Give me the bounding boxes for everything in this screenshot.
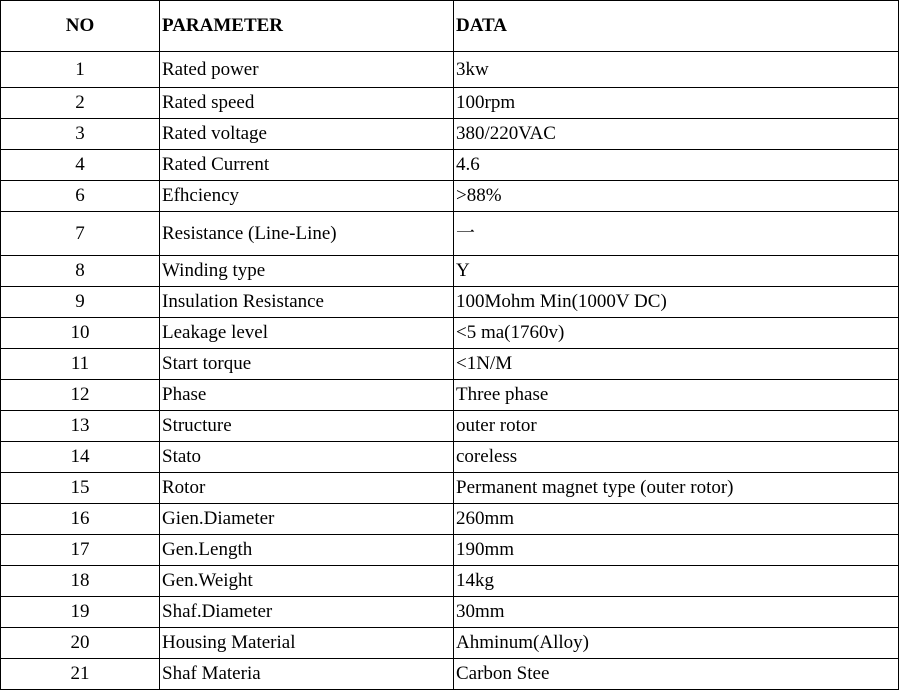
table-row [1, 119, 899, 150]
table-row [1, 150, 899, 181]
cell-no: 2 [1, 88, 160, 119]
cell-parameter: Leakage level [160, 318, 454, 349]
table-row [1, 535, 899, 566]
cell-parameter: Efhciency [160, 181, 454, 212]
table-row [1, 256, 899, 287]
table-row [1, 181, 899, 212]
cell-parameter: Rated speed [160, 88, 454, 119]
cell-no: 16 [1, 504, 160, 535]
cell-parameter: Resistance (Line-Line) [160, 212, 454, 256]
cell-data: Carbon Stee [454, 659, 899, 690]
cell-data: 260mm [454, 504, 899, 535]
table-row [1, 52, 899, 88]
cell-parameter: Gen.Weight [160, 566, 454, 597]
table-row [1, 411, 899, 442]
cell-parameter: Rated voltage [160, 119, 454, 150]
cell-parameter: Rotor [160, 473, 454, 504]
cell-data: <5 ma(1760v) [454, 318, 899, 349]
cell-parameter: Structure [160, 411, 454, 442]
cell-no: 11 [1, 349, 160, 380]
table-row [1, 566, 899, 597]
cell-data: Permanent magnet type (outer rotor) [454, 473, 899, 504]
cell-parameter: Gen.Length [160, 535, 454, 566]
cell-no: 15 [1, 473, 160, 504]
cell-data: 3kw [454, 52, 899, 88]
table-row [1, 212, 899, 256]
cell-data: <1N/M [454, 349, 899, 380]
cell-parameter: Winding type [160, 256, 454, 287]
header-no: NO [1, 1, 160, 52]
cell-parameter: Shaf.Diameter [160, 597, 454, 628]
table-row [1, 628, 899, 659]
cell-no: 10 [1, 318, 160, 349]
cell-no: 6 [1, 181, 160, 212]
table-row [1, 597, 899, 628]
cell-parameter: Stato [160, 442, 454, 473]
cell-data: 30mm [454, 597, 899, 628]
cell-no: 14 [1, 442, 160, 473]
cell-no: 7 [1, 212, 160, 256]
cell-data: 100Mohm Min(1000V DC) [454, 287, 899, 318]
cell-no: 9 [1, 287, 160, 318]
cell-no: 18 [1, 566, 160, 597]
cell-no: 1 [1, 52, 160, 88]
cell-data: 14kg [454, 566, 899, 597]
cell-no: 3 [1, 119, 160, 150]
cell-data: 4.6 [454, 150, 899, 181]
cell-parameter: Rated power [160, 52, 454, 88]
header-row [1, 1, 899, 52]
table-row [1, 659, 899, 690]
cell-data: coreless [454, 442, 899, 473]
cell-parameter: Gien.Diameter [160, 504, 454, 535]
cell-no: 20 [1, 628, 160, 659]
cell-data: 380/220VAC [454, 119, 899, 150]
cell-data: >88% [454, 181, 899, 212]
header-parameter: PARAMETER [160, 1, 454, 52]
cell-parameter: Rated Current [160, 150, 454, 181]
cell-data: Y [454, 256, 899, 287]
table-row [1, 287, 899, 318]
cell-parameter: Insulation Resistance [160, 287, 454, 318]
cell-no: 17 [1, 535, 160, 566]
cell-parameter: Shaf Materia [160, 659, 454, 690]
cell-data: 一 [454, 212, 899, 256]
cell-parameter: Housing Material [160, 628, 454, 659]
cell-no: 12 [1, 380, 160, 411]
cell-no: 19 [1, 597, 160, 628]
cell-parameter: Phase [160, 380, 454, 411]
table-row [1, 380, 899, 411]
cell-data: 100rpm [454, 88, 899, 119]
cell-no: 21 [1, 659, 160, 690]
cell-data: Ahminum(Alloy) [454, 628, 899, 659]
cell-data: Three phase [454, 380, 899, 411]
table-row [1, 88, 899, 119]
cell-parameter: Start torque [160, 349, 454, 380]
header-data: DATA [454, 1, 899, 52]
table-row [1, 349, 899, 380]
table-row [1, 442, 899, 473]
cell-no: 4 [1, 150, 160, 181]
table-row [1, 318, 899, 349]
cell-no: 8 [1, 256, 160, 287]
table-row [1, 504, 899, 535]
table-row [1, 473, 899, 504]
cell-data: outer rotor [454, 411, 899, 442]
cell-no: 13 [1, 411, 160, 442]
cell-data: 190mm [454, 535, 899, 566]
